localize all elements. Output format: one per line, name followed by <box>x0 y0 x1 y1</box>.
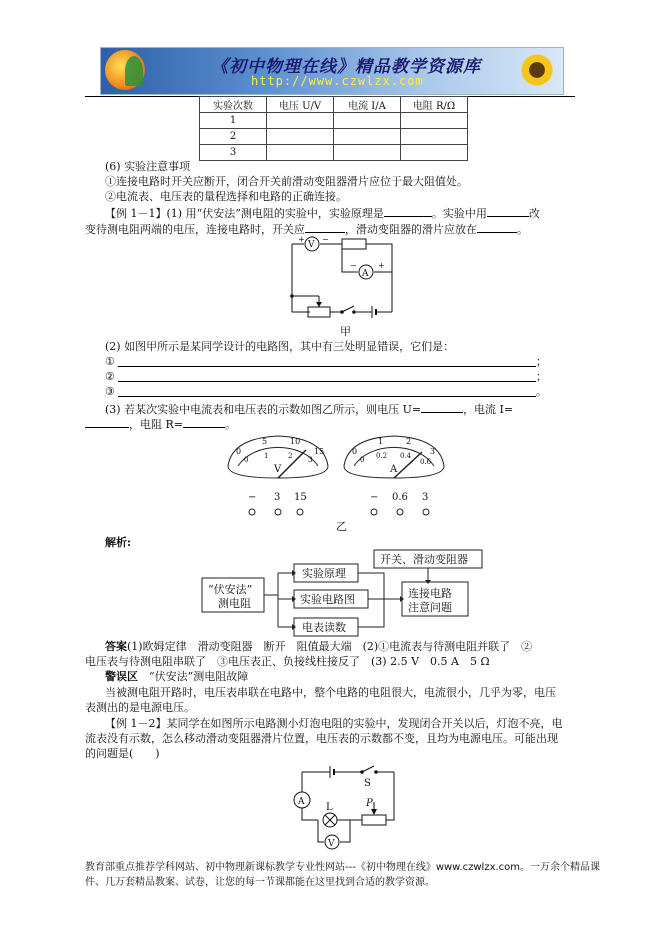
site-url: http://www.czwlzx.com <box>251 74 424 88</box>
meters-figure-yi <box>222 432 452 527</box>
notes-title: (6) 实验注意事项 <box>105 160 191 173</box>
circuit-diagram-jia <box>280 234 400 339</box>
pitfall-label: 警误区 <box>105 670 138 683</box>
flow-right-line2: 注意问题 <box>408 601 452 614</box>
sunflower-icon <box>519 52 555 88</box>
answer-line2: 电压表与待测电阻串联了 ③电压表正、负接线柱接反了 (3) 2.5 V 0.5 A 5 Ω <box>85 655 490 668</box>
ammeter-tick: 0.6 <box>420 458 432 466</box>
footer-line1: 教育部重点推荐学科网站、初中物理新课标教学专业性网站---《初中物理在线》www.czwlzx.com。一万余个精品课 <box>85 862 601 873</box>
blank-1-semi: ； <box>536 355 547 368</box>
table-cell: 2 <box>200 129 267 145</box>
table-cell: 1 <box>200 113 267 129</box>
ammeter-tick: 0 <box>360 456 365 464</box>
table-header-row <box>200 97 468 113</box>
ammeter-tick: 0 <box>352 447 358 456</box>
site-title: 《初中物理在线》精品教学资源库 <box>211 57 481 77</box>
voltmeter-tick: 3 <box>308 456 313 464</box>
example1-q3-line1: (3) 若某次实验中电流表和电压表的示数如图乙所示，则电压 U= ，电流 I= <box>105 403 514 416</box>
example2-line2: 流表没有示数，怎么移动滑动变阻器滑片位置，电压表的示数都不变，且均为电源电压。可能出现 <box>85 732 558 745</box>
svg-text:V: V <box>308 240 315 250</box>
lamp-circuit-L: L <box>326 802 333 813</box>
ammeter-tick: 3 <box>430 447 436 456</box>
svg-text:−: − <box>350 261 357 270</box>
table-header-cell: 电压 U/V <box>267 97 334 113</box>
table-row <box>200 145 468 161</box>
lamp-circuit-V: V <box>328 839 335 849</box>
answer-label: 答案 <box>105 640 127 653</box>
pitfall-heading: 警误区 “伏安法”测电阻故障 <box>105 670 249 683</box>
flow-top-label: 开关、滑动变阻器 <box>380 553 468 566</box>
footer-line2: 件、几万套精品教案、试卷，让您的每一节课都能在这里找到合适的教学资源。 <box>85 877 435 888</box>
ammeter-terminal: − <box>370 492 379 503</box>
pitfall-line2: 表测出的是电源电压。 <box>85 701 195 714</box>
blank-2-line <box>118 381 536 382</box>
answer-line1: 答案(1)欧姆定律 滑动变阻器 断开 阻值最大端 (2)①电流表与待测电阻并联了 ② <box>105 640 533 653</box>
example1-q2: (2) 如图甲所示是某同学设计的电路图，其中有三处明显错误，它们是： <box>105 340 455 353</box>
voltmeter-tick: 0 <box>244 456 249 464</box>
table-header-cell: 电阻 R/Ω <box>401 97 468 113</box>
voltmeter-tick: 5 <box>262 437 268 446</box>
svg-text:+: + <box>298 235 305 244</box>
voltmeter-terminals-icon <box>249 509 303 515</box>
voltmeter-tick: 15 <box>314 447 325 456</box>
flow-root-line1: “伏安法” <box>208 583 253 596</box>
example1-line2: 变待测电阻两端的电压，连接电路时，开关应 ，滑动变阻器的滑片应放在 。 <box>85 223 528 236</box>
blank-3-period: 。 <box>536 385 547 398</box>
ammeter-terminals-icon <box>371 509 429 515</box>
leaf-icon <box>125 56 143 86</box>
lamp-circuit-A: A <box>298 797 305 807</box>
analysis-flowchart <box>198 548 516 640</box>
voltmeter-terminal: − <box>248 492 257 503</box>
example1-line1: 【例 1－1】(1) 用“伏安法”测电阻的实验中，实验原理是 。实验中用 改 <box>105 207 540 220</box>
ammeter-letter: A <box>390 464 398 475</box>
voltmeter-tick: 10 <box>290 437 301 446</box>
voltmeter-tick: 2 <box>288 452 293 460</box>
notes-item-1: ①连接电路时开关应断开，闭合开关前滑动变阻器滑片应位于最大阻值处。 <box>105 175 468 188</box>
flow-principle-label: 实验原理 <box>302 567 346 580</box>
lamp-circuit-S: S <box>364 778 371 789</box>
notes-item-2: ②电流表、电压表的量程选择和电路的正确连接。 <box>105 190 347 203</box>
figure-label-jia: 甲 <box>340 325 351 338</box>
svg-text:A: A <box>362 269 369 279</box>
svg-text:+: + <box>378 261 385 270</box>
ammeter-terminal: 0.6 <box>392 492 408 503</box>
circuit-diagram-lamp <box>288 760 408 852</box>
pitfall-line1: 当被测电阻开路时，电压表串联在电路中，整个电路的电阻很大，电流很小，几乎为零，电压 <box>105 686 556 699</box>
ammeter-terminal: 3 <box>422 492 429 503</box>
voltmeter-terminal: 3 <box>274 492 281 503</box>
flow-root-line2: 测电阻 <box>218 597 251 610</box>
voltmeter-terminal: 15 <box>294 492 307 503</box>
flow-right-line1: 连接电路 <box>408 587 452 600</box>
voltmeter-letter: V <box>274 464 282 475</box>
ammeter-tick: 1 <box>378 437 384 446</box>
example2-line3: 的问题是( ) <box>85 747 160 760</box>
blank-2-semi: ； <box>536 370 547 383</box>
svg-text:−: − <box>322 235 329 244</box>
header-banner <box>100 47 564 95</box>
example2-line1: 【例 1－2】某同学在如图所示电路测小灯泡电阻的实验中，发现闭合开关以后，灯泡不亮，电 <box>105 717 563 730</box>
table-cell: 3 <box>200 145 267 161</box>
table-row <box>200 129 468 145</box>
ammeter-tick: 0.4 <box>400 452 412 460</box>
example1-q3-line2: ，电阻 R= 。 <box>85 416 236 432</box>
blank-3-label: ③ <box>105 385 115 398</box>
experiment-table <box>199 96 468 161</box>
ammeter-tick: 2 <box>406 437 412 446</box>
table-header-cell: 电流 I/A <box>334 97 401 113</box>
table-header-cell: 实验次数 <box>200 97 267 113</box>
flow-circuit-label: 实验电路图 <box>300 593 355 606</box>
flow-reading-label: 电表读数 <box>302 621 346 634</box>
blank-2-label: ② <box>105 370 115 383</box>
voltmeter-tick: 1 <box>264 452 269 460</box>
blank-1-label: ① <box>105 355 115 368</box>
analysis-label: 解析: <box>105 536 132 549</box>
table-row <box>200 113 468 129</box>
lamp-circuit-P: P <box>366 798 373 809</box>
ammeter-tick: 0.2 <box>376 452 388 460</box>
figure-label-yi: 乙 <box>336 520 347 533</box>
blank-3-line <box>118 396 536 397</box>
voltmeter-tick: 0 <box>236 447 242 456</box>
blank-1-line <box>118 366 536 367</box>
